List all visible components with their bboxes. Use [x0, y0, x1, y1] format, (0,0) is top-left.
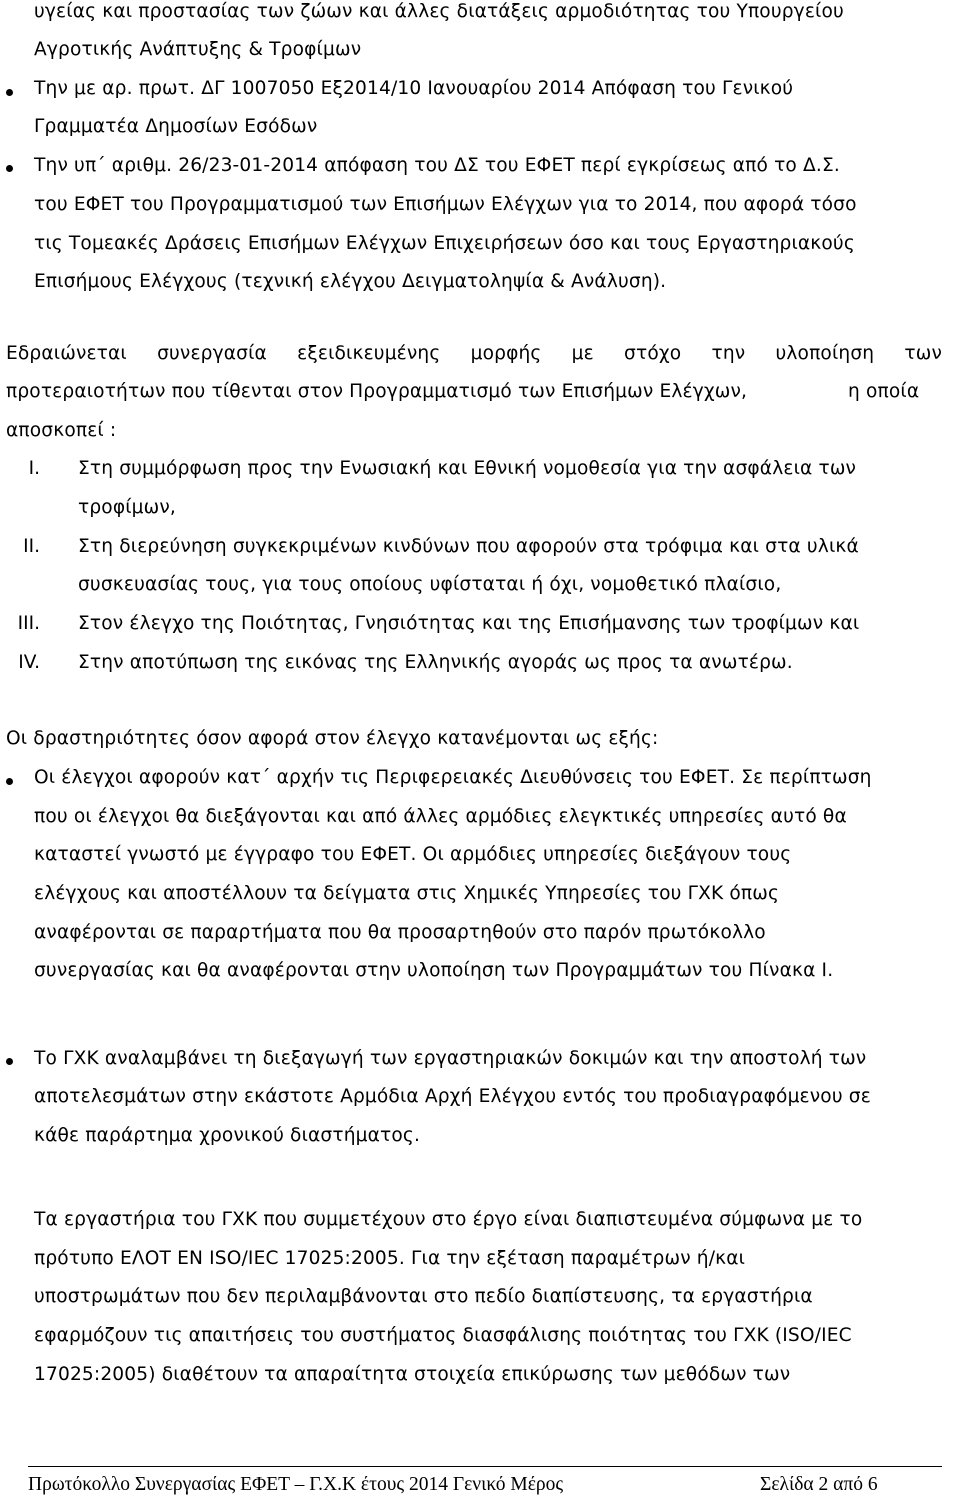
text-line: Το ΓΧΚ αναλαμβάνει τη διεξαγωγή των εργαστηριακών δοκιμών και την αποστολή των — [34, 1048, 867, 1069]
text-line: προτεραιοτήτων που τίθενται στον Προγραμματισμό των Επισήμων Ελέγχων, — [6, 381, 748, 402]
list-item: συσκευασίας τους, για τους οποίους υφίσταται ή όχι, νομοθετικό πλαίσιο, — [78, 574, 782, 595]
text-line: Επισήμους Ελέγχους (τεχνική ελέγχου Δειγματοληψία & Ανάλυση). — [34, 271, 667, 292]
section-heading: Οι δραστηριότητες όσον αφορά στον έλεγχο κατανέμονται ως εξής: — [6, 728, 659, 749]
page-number: Σελίδα 2 από 6 — [760, 1474, 878, 1495]
text-line: που οι έλεγχοι θα διεξάγονται και από άλλες αρμόδιες ελεγκτικές υπηρεσίες αυτό θα — [34, 806, 847, 827]
text-line: του ΕΦΕΤ του Προγραμματισμού των Επισήμων Ελέγχων για το 2014, που αφορά τόσο — [34, 194, 857, 215]
bullet-icon — [6, 778, 13, 785]
text-line: Τα εργαστήρια του ΓΧΚ που συμμετέχουν στο έργο είναι διαπιστευμένα σύμφωνα με το — [34, 1209, 863, 1230]
list-item: Στη συμμόρφωση προς την Ενωσιακή και Εθνική νομοθεσία για την ασφάλεια των — [78, 458, 857, 479]
text-line: αναφέρονται σε παραρτήματα που θα προσαρτηθούν στο παρόν πρωτόκολλο — [34, 922, 766, 943]
text-line: πρότυπο ΕΛΟΤ EN ISO/IEC 17025:2005. Για την εξέταση παραμέτρων ή/και — [34, 1248, 746, 1269]
text-line: 17025:2005) διαθέτουν τα απαραίτητα στοιχεία επικύρωσης των μεθόδων των — [34, 1364, 791, 1385]
list-number: IV. — [18, 652, 40, 673]
text-line: κάθε παράρτημα χρονικού διαστήματος. — [34, 1125, 421, 1146]
bullet-icon — [6, 1058, 13, 1065]
text-line: τις Τομεακές Δράσεις Επισήμων Ελέγχων Επιχειρήσεων όσο και τους Εργαστηριακούς — [34, 233, 855, 254]
text-line: η οποία — [848, 381, 920, 402]
list-item: τροφίμων, — [78, 497, 176, 518]
text-line: Την υπ΄ αριθμ. 26/23-01-2014 απόφαση του ΔΣ του ΕΦΕΤ περί εγκρίσεως από το Δ.Σ. — [34, 155, 840, 176]
list-item: Στην αποτύπωση της εικόνας της Ελληνικής αγοράς ως προς τα ανωτέρω. — [78, 652, 793, 673]
text-line: αποσκοπεί : — [6, 420, 117, 441]
list-item: Στον έλεγχο της Ποιότητας, Γνησιότητας και της Επισήμανσης των τροφίμων και — [78, 613, 860, 634]
text-line: Γραμματέα Δημοσίων Εσόδων — [34, 116, 318, 137]
text-line: συνεργασίας και θα αναφέρονται στην υλοποίηση των Προγραμμάτων του Πίνακα Ι. — [34, 960, 834, 981]
footer-title: Πρωτόκολλο Συνεργασίας ΕΦΕΤ – Γ.Χ.Κ έτους 2014 Γενικό Μέρος — [28, 1474, 564, 1495]
list-item: Στη διερεύνηση συγκεκριμένων κινδύνων που αφορούν στα τρόφιμα και στα υλικά — [78, 536, 859, 557]
text-line: εφαρμόζουν τις απαιτήσεις του συστήματος διασφάλισης ποιότητας του ΓΧΚ (ISO/IEC — [34, 1325, 852, 1346]
text-line: ελέγχους και αποστέλλουν τα δείγματα στις Χημικές Υπηρεσίες του ΓΧΚ όπως — [34, 883, 780, 904]
text-line: αποτελεσμάτων στην εκάστοτε Αρμόδια Αρχή Ελέγχου εντός του προδιαγραφόμενου σε — [34, 1086, 871, 1107]
footer-divider — [28, 1466, 942, 1467]
text-line: υποστρωμάτων που δεν περιλαμβάνονται στο πεδίο διαπίστευσης, τα εργαστήρια — [34, 1286, 813, 1307]
text-line: Οι έλεγχοι αφορούν κατ΄ αρχήν τις Περιφερειακές Διευθύνσεις του ΕΦΕΤ. Σε περίπτωση — [34, 767, 872, 788]
list-number: I. — [28, 458, 40, 479]
text-line: Την με αρ. πρωτ. ΔΓ 1007050 Εξ2014/10 Ιανουαρίου 2014 Απόφαση του Γενικού — [34, 78, 794, 99]
list-number: III. — [17, 613, 40, 634]
text-line: Αγροτικής Ανάπτυξης & Τροφίμων — [34, 39, 362, 60]
bullet-icon — [6, 165, 13, 172]
text-line: υγείας και προστασίας των ζώων και άλλες διατάξεις αρμοδιότητας του Υπουργείου — [34, 1, 844, 22]
list-number: II. — [23, 536, 40, 557]
bullet-icon — [6, 89, 13, 96]
text-line: καταστεί γνωστό με έγγραφο του ΕΦΕΤ. Οι αρμόδιες υπηρεσίες διεξάγουν τους — [34, 844, 792, 865]
text-line: Εδραιώνεται συνεργασία εξειδικευμένης μορφής με στόχο την υλοποίηση των — [6, 343, 942, 364]
